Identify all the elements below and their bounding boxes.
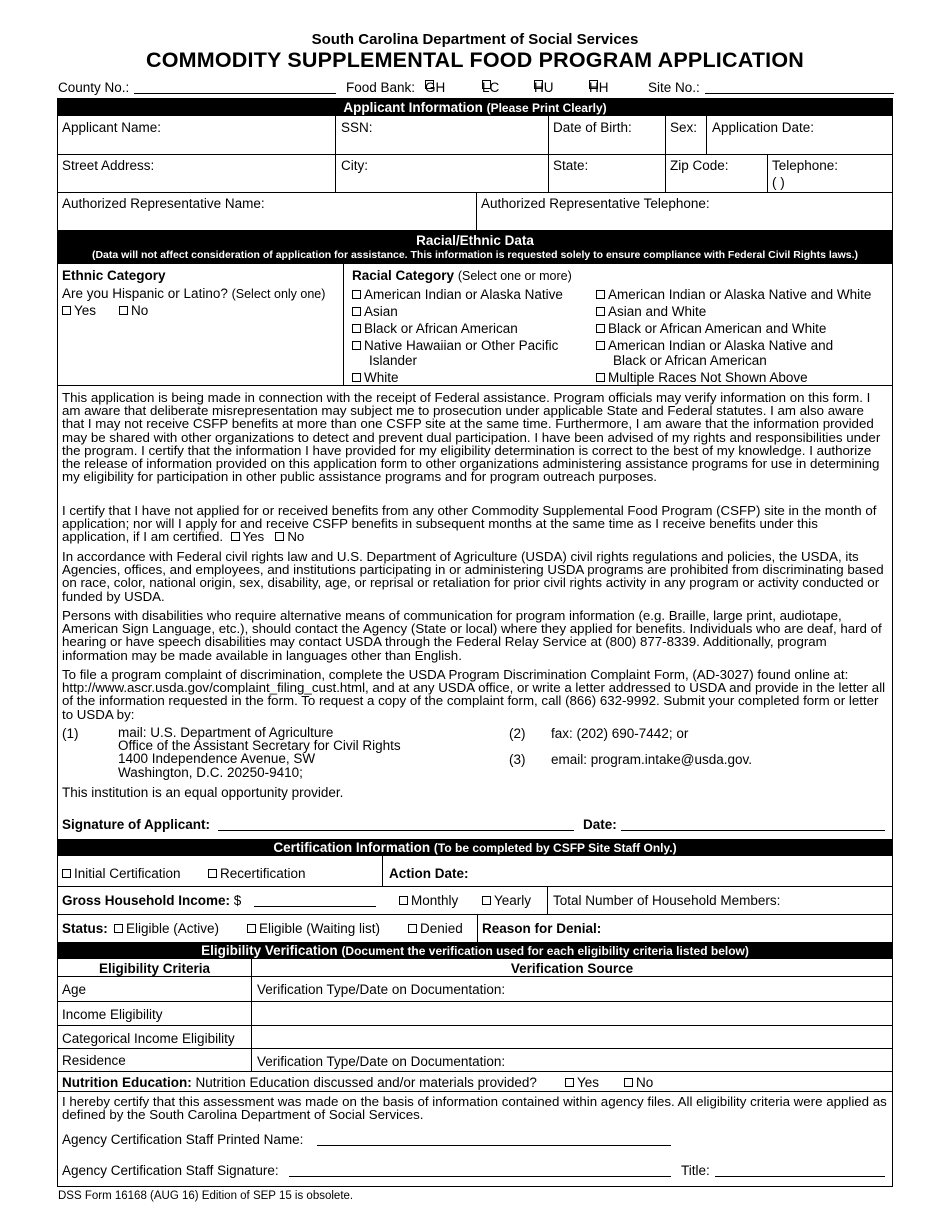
racial-heading: Racial Category (Select one or more) xyxy=(352,268,572,283)
status-eligible-active[interactable]: Eligible (Active) xyxy=(114,921,219,937)
divider xyxy=(58,886,892,887)
ethnic-no[interactable]: No xyxy=(119,303,148,319)
fax-text: fax: (202) 690-7442; or xyxy=(551,726,689,741)
county-row: County No.: Food Bank: GH LC HU HH Site No.: xyxy=(58,80,894,96)
telephone-area-code[interactable]: ( ) xyxy=(772,175,785,190)
nutrition-row: Nutrition Education: Nutrition Education discussed and/or materials provided? xyxy=(62,1075,537,1090)
gross-income-input[interactable] xyxy=(254,906,376,907)
staff-name-input[interactable] xyxy=(317,1145,671,1146)
checkbox-icon xyxy=(596,290,605,299)
action-date-label: Action Date: xyxy=(389,866,469,881)
checkbox-icon xyxy=(231,532,240,541)
mail-number: (1) xyxy=(62,726,79,741)
checkbox-icon xyxy=(352,373,361,382)
divider xyxy=(58,1025,892,1026)
racial-col2 xyxy=(596,286,871,386)
signature-input[interactable] xyxy=(218,830,574,831)
status-eligible-waiting[interactable]: Eligible (Waiting list) xyxy=(247,921,380,937)
race-option[interactable]: Asian xyxy=(352,303,563,320)
divider xyxy=(58,1091,892,1092)
divider xyxy=(382,856,383,886)
staff-signature-label: Agency Certification Staff Signature: xyxy=(62,1163,279,1178)
divider xyxy=(547,886,548,914)
mail-address: mail: U.S. Department of Agriculture Office of the Assistant Secretary for Civil Rights 1400 Independence Avenue, SW Washington, D.C. 20250-9410; xyxy=(118,725,401,780)
income-yearly[interactable]: Yearly xyxy=(482,893,531,909)
cert-yes[interactable]: Yes xyxy=(231,529,265,544)
applicant-section-bar: Applicant Information (Please Print Clearly) xyxy=(58,99,892,116)
ethnic-question: Are you Hispanic or Latino? (Select only one) xyxy=(62,286,326,301)
gross-income-label: Gross Household Income: $ xyxy=(62,893,242,908)
race-option[interactable]: American Indian or Alaska Native xyxy=(352,286,563,303)
checkbox-icon xyxy=(596,341,605,350)
race-option[interactable]: White xyxy=(352,369,563,386)
zip-label: Zip Code: xyxy=(670,158,729,173)
divider xyxy=(58,1048,892,1049)
city-label: City: xyxy=(341,158,368,173)
certification-section-bar: Certification Information (To be completed by CSFP Site Staff Only.) xyxy=(58,839,892,856)
checkbox-icon xyxy=(596,324,605,333)
divider xyxy=(58,1001,892,1002)
criteria-age: Age xyxy=(62,982,87,997)
form-title: COMMODITY SUPPLEMENTAL FOOD PROGRAM APPLICATION xyxy=(146,48,804,72)
applicant-name-label: Applicant Name: xyxy=(62,120,162,135)
divider xyxy=(58,914,892,915)
equal-opportunity: This institution is an equal opportunity provider. xyxy=(62,785,344,800)
checkbox-icon xyxy=(565,1078,574,1087)
divider xyxy=(58,1071,892,1072)
rep-phone-label: Authorized Representative Telephone: xyxy=(481,196,710,211)
household-label: Total Number of Household Members: xyxy=(553,893,781,908)
source-age[interactable]: Verification Type/Date on Documentation: xyxy=(257,982,506,997)
checkbox-icon xyxy=(352,341,361,350)
checkbox-icon xyxy=(62,869,71,878)
eligibility-section-bar: Eligibility Verification (Document the verification used for each eligibility criteria listed below) xyxy=(58,942,892,959)
race-option[interactable]: American Indian or Alaska Native and White xyxy=(596,286,871,303)
racial-col1 xyxy=(352,286,563,386)
certify-text: I hereby certify that this assessment was made on the basis of information contained within agency files. All eligibility criteria were applied as defined by the South Carolina Department of Social Services. xyxy=(62,1094,887,1123)
race-option[interactable]: Native Hawaiian or Other Pacific xyxy=(352,337,563,354)
email-text: email: program.intake@usda.gov. xyxy=(551,752,753,767)
checkbox-icon xyxy=(247,924,256,933)
divider xyxy=(767,154,768,192)
telephone-label: Telephone: xyxy=(772,158,839,173)
reason-denial-label: Reason for Denial: xyxy=(482,921,602,936)
street-label: Street Address: xyxy=(62,158,155,173)
signature-label: Signature of Applicant: xyxy=(62,817,210,832)
checkbox-icon xyxy=(275,532,284,541)
race-option-cont: Black or African American xyxy=(613,353,767,368)
checkbox-icon xyxy=(408,924,417,933)
nutrition-yes[interactable]: Yes xyxy=(565,1075,599,1091)
ssn-label: SSN: xyxy=(341,120,373,135)
checkbox-icon xyxy=(624,1078,633,1087)
application-date-label: Application Date: xyxy=(712,120,815,135)
checkbox-icon xyxy=(352,290,361,299)
staff-signature-input[interactable] xyxy=(289,1176,671,1177)
race-option[interactable]: Multiple Races Not Shown Above xyxy=(596,369,871,386)
income-monthly[interactable]: Monthly xyxy=(399,893,458,909)
statement-5: To file a program complaint of discrimination, complete the USDA Program Discrimination Complaint Form, (AD-3027) found online at: http://www.ascr.usda.gov/complaint_filing_cust.html, and at any USDA office, or write a letter addressed to USDA and provide in the letter all of the information requested in the form. To request a copy of the complaint form, call (866) 632-9992. Submit your completed form or letter to USDA by: xyxy=(62,667,886,722)
checkbox-icon xyxy=(119,306,128,315)
race-option[interactable]: Black or African American xyxy=(352,320,563,337)
ethnic-heading: Ethnic Category xyxy=(62,268,166,283)
criteria-categorical: Categorical Income Eligibility xyxy=(62,1031,235,1046)
divider xyxy=(343,264,344,385)
checkbox-icon xyxy=(114,924,123,933)
divider xyxy=(58,192,892,193)
source-header: Verification Source xyxy=(510,961,634,976)
checkbox-icon xyxy=(482,896,491,905)
email-number: (3) xyxy=(509,752,526,767)
site-input[interactable] xyxy=(705,93,894,94)
rep-name-label: Authorized Representative Name: xyxy=(62,196,265,211)
cert-no[interactable]: No xyxy=(275,529,304,544)
criteria-header: Eligibility Criteria xyxy=(98,961,211,976)
criteria-income: Income Eligibility xyxy=(62,1007,163,1022)
divider xyxy=(58,385,892,386)
status-denied[interactable]: Denied xyxy=(408,921,463,937)
checkbox-icon xyxy=(352,307,361,316)
ethnic-yes[interactable]: Yes xyxy=(62,303,96,319)
checkbox-icon xyxy=(208,869,217,878)
date-label: Date: xyxy=(583,817,617,832)
race-option-cont: Islander xyxy=(369,353,418,368)
county-label: County No.: xyxy=(58,80,130,95)
title-input[interactable] xyxy=(715,1176,885,1177)
statement-3: In accordance with Federal civil rights law and U.S. Department of Agriculture (USDA) civil rights regulations and policies, the USDA, its Agencies, offices, and employees, and institutions participating in or administering USDA programs are prohibited from discriminating based on race, color, national origin, sex, disability, age, or reprisal or retaliation for prior civil rights activity in any program or activity conducted or funded by USDA. xyxy=(62,549,884,604)
application-form xyxy=(57,98,893,1187)
divider xyxy=(706,116,707,154)
nutrition-no[interactable]: No xyxy=(624,1075,653,1091)
county-input[interactable] xyxy=(134,93,336,94)
race-option[interactable]: Asian and White xyxy=(596,303,871,320)
fax-number: (2) xyxy=(509,726,526,741)
divider xyxy=(477,914,478,942)
checkbox-icon xyxy=(596,373,605,382)
site-label: Site No.: xyxy=(648,80,700,95)
divider xyxy=(476,192,477,230)
dob-label: Date of Birth: xyxy=(553,120,632,135)
criteria-residence: Residence xyxy=(62,1053,126,1068)
divider xyxy=(58,976,892,977)
form-footer: DSS Form 16168 (AUG 16) Edition of SEP 15 is obsolete. xyxy=(58,1190,354,1202)
racial-section-bar: Racial/Ethnic Data (Data will not affect consideration of application for assistance. This information is requested solely to ensure compliance with Federal Civil Rights laws.) xyxy=(58,230,892,264)
checkbox-icon xyxy=(399,896,408,905)
status-row: Status: xyxy=(62,921,108,936)
source-residence[interactable]: Verification Type/Date on Documentation: xyxy=(257,1054,506,1069)
statement-4: Persons with disabilities who require alternative means of communication for program information (e.g. Braille, large print, audiotape, American Sign Language, etc.), should contact the Agency (State or local) where they applied for benefits. Individuals who are deaf, hard of hearing or have speech disabilities may contact USDA through the Federal Relay Service at (800) 877-8339. Additionally, program information may be made available in languages other than English. xyxy=(62,608,882,663)
agency-name: South Carolina Department of Social Services xyxy=(311,31,639,48)
state-label: State: xyxy=(553,158,589,173)
initial-certification[interactable]: Initial Certification xyxy=(62,866,181,882)
date-input[interactable] xyxy=(621,830,885,831)
checkbox-icon xyxy=(352,324,361,333)
race-option[interactable]: Black or African American and White xyxy=(596,320,871,337)
title-label: Title: xyxy=(681,1163,710,1178)
divider xyxy=(58,154,892,155)
checkbox-icon xyxy=(62,306,71,315)
foodbank-label: Food Bank: xyxy=(346,80,416,95)
recertification[interactable]: Recertification xyxy=(208,866,306,882)
checkbox-icon xyxy=(596,307,605,316)
statement-1: This application is being made in connection with the receipt of Federal assistance. Program officials may verify information on this form. I am aware that deliberate misrepresentation may subject me to prosecution under applicable State and Federal statutes. I am also aware that I may not receive CSFP benefits at more than one CSFP site at the same time. Furthermore, I am aware that the information provided may be shared with other organizations to detect and prevent dual participation. I have been advised of my rights and responsibilities under the program. I certify that the information I have provided for my eligibility determination is correct to the best of my knowledge. I authorize the release of information provided on this application form to other organizations administering assistance programs for use in determining my eligibility for participation in other public assistance programs and for program outreach purposes. xyxy=(62,390,881,485)
sex-label: Sex: xyxy=(670,120,698,135)
statement-2: I certify that I have not applied for or received benefits from any other Commodity Supplemental Food Program (CSFP) site in the month of application; nor will I apply for and receive CSFP benefits in subsequent months at the same time as I receive benefits under this application, if I am certified. Yes No xyxy=(62,503,877,545)
race-option[interactable]: American Indian or Alaska Native and xyxy=(596,337,871,354)
staff-name-label: Agency Certification Staff Printed Name: xyxy=(62,1132,304,1147)
